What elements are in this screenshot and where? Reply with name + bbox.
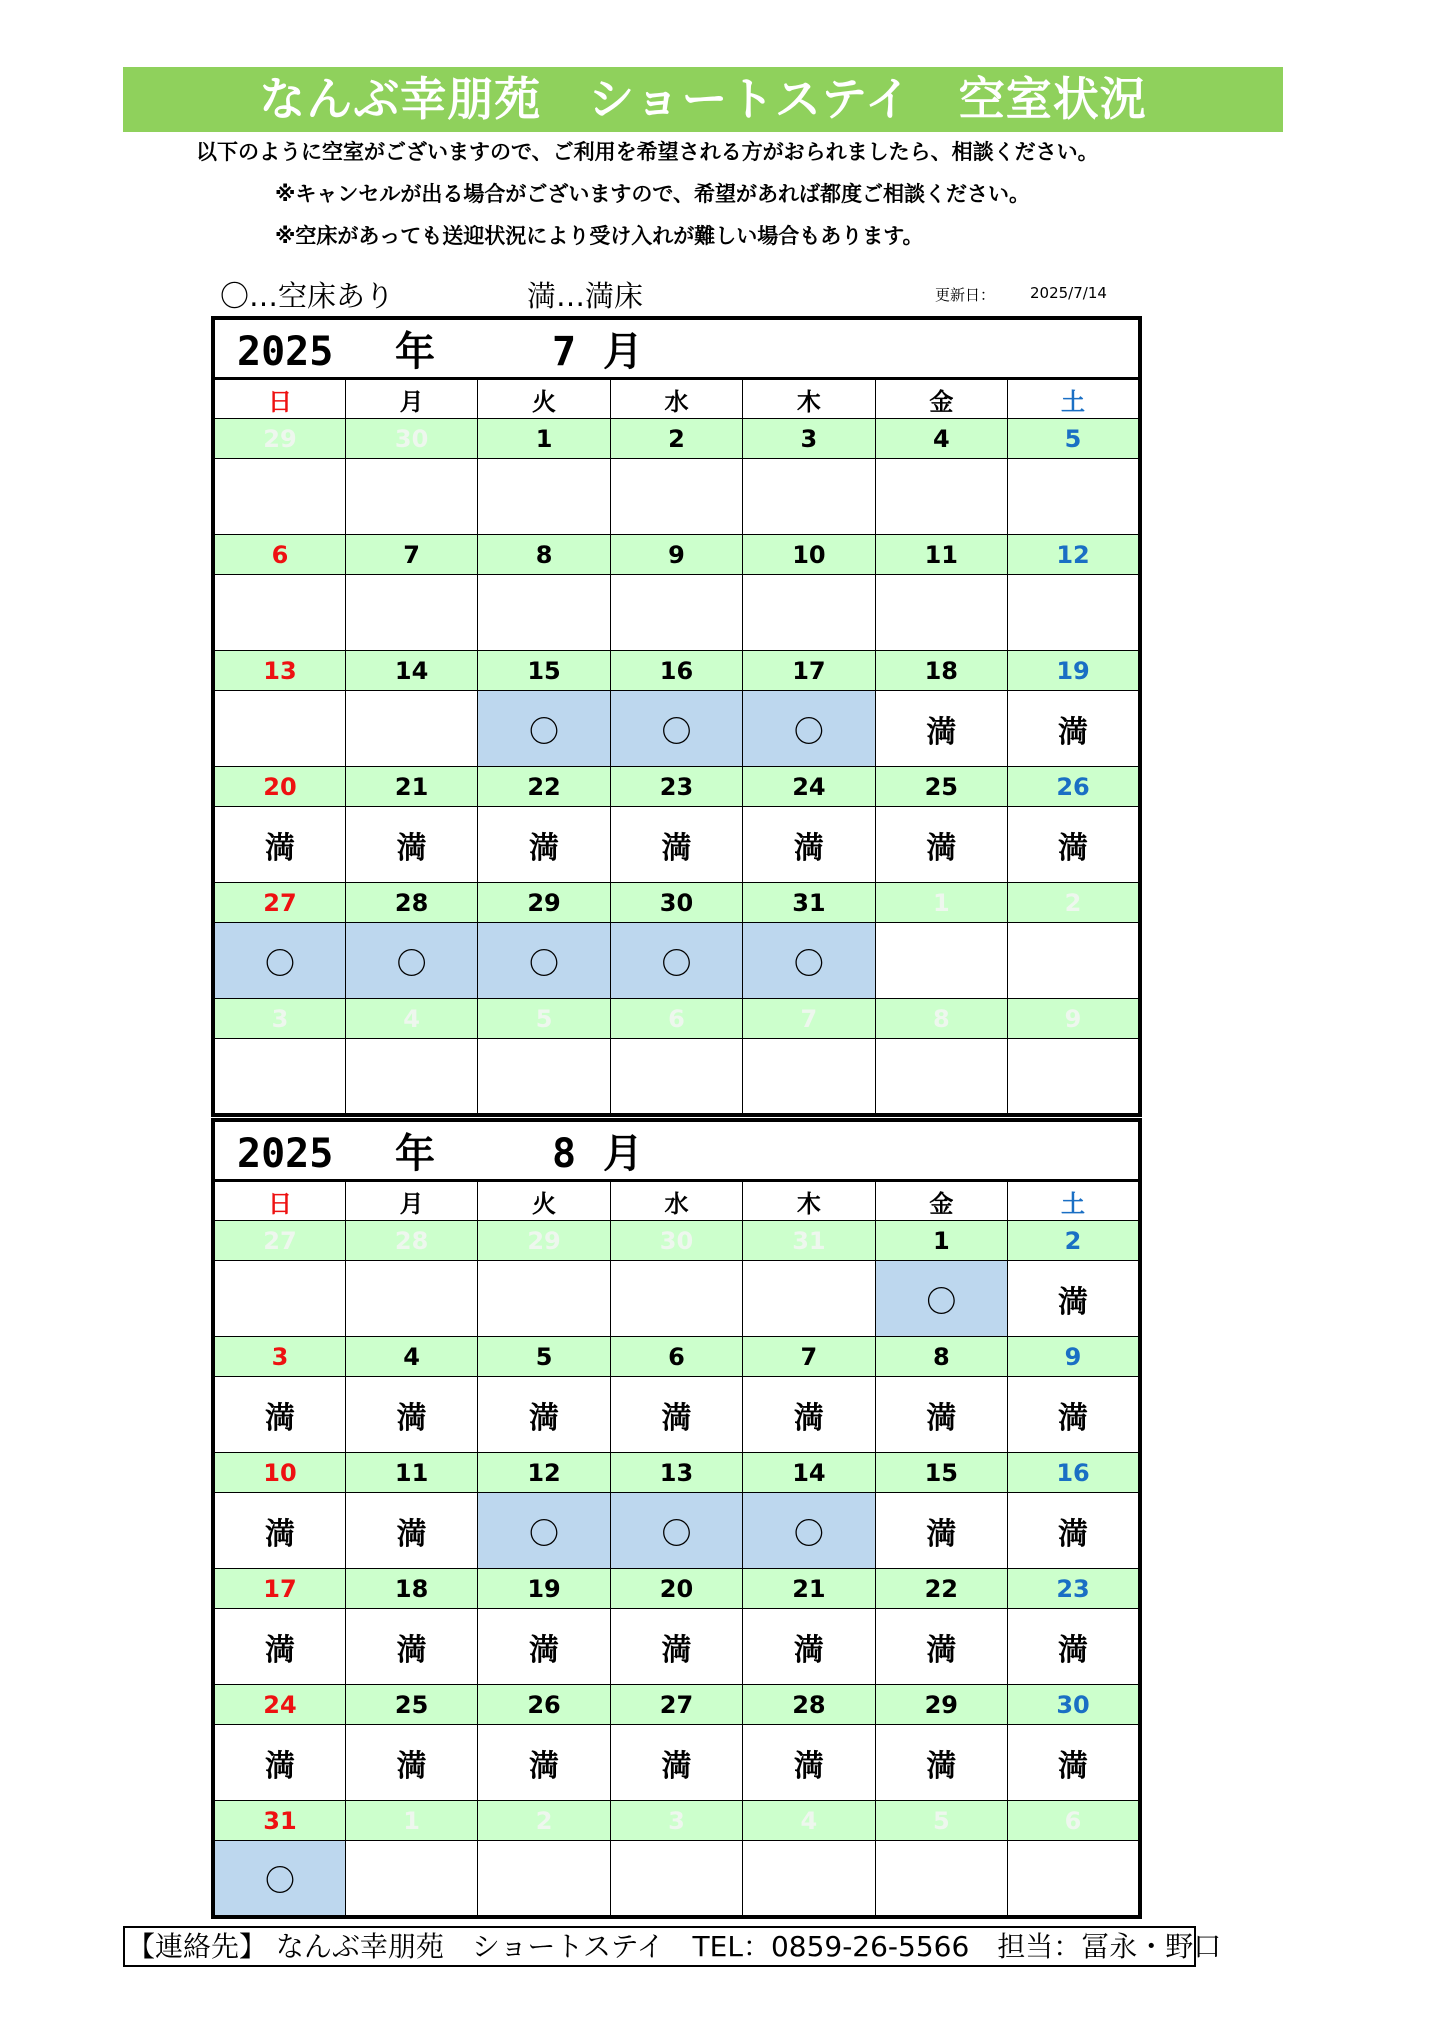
date-cell: 2 <box>478 1801 610 1841</box>
date-cell: 5 <box>478 999 610 1039</box>
date-cell: 29 <box>478 1221 610 1261</box>
status-cell: 〇 <box>875 1261 1007 1337</box>
date-cell: 5 <box>875 1801 1007 1841</box>
status-cell <box>743 1261 875 1337</box>
date-row <box>213 535 1140 575</box>
date-cell: 13 <box>213 651 345 691</box>
status-cell: 満 <box>1008 1609 1140 1685</box>
date-cell: 4 <box>345 1337 477 1377</box>
date-cell: 30 <box>1008 1685 1140 1725</box>
date-cell: 22 <box>875 1569 1007 1609</box>
status-cell <box>875 923 1007 999</box>
date-cell: 14 <box>345 651 477 691</box>
legend-full: 満…満床 <box>527 279 644 313</box>
month-year: 2025 <box>237 329 334 375</box>
status-cell: 〇 <box>478 691 610 767</box>
weekday-label: 金 <box>875 1181 1007 1221</box>
updated-label: 更新日： <box>935 286 996 304</box>
status-cell: 満 <box>1008 807 1140 883</box>
status-cell <box>345 575 477 651</box>
date-cell: 21 <box>743 1569 875 1609</box>
date-cell: 7 <box>743 1337 875 1377</box>
status-cell <box>1008 575 1140 651</box>
status-cell: 満 <box>345 807 477 883</box>
weekday-label: 月 <box>345 1181 477 1221</box>
date-cell: 8 <box>875 999 1007 1039</box>
status-cell <box>875 1039 1007 1115</box>
date-cell: 21 <box>345 767 477 807</box>
status-cell: 満 <box>743 1609 875 1685</box>
date-cell: 31 <box>213 1801 345 1841</box>
status-cell: 満 <box>610 807 742 883</box>
date-cell: 27 <box>610 1685 742 1725</box>
date-cell: 17 <box>743 651 875 691</box>
date-cell: 14 <box>743 1453 875 1493</box>
status-row <box>213 1039 1140 1115</box>
date-cell: 18 <box>345 1569 477 1609</box>
date-cell: 10 <box>743 535 875 575</box>
status-cell <box>610 1841 742 1917</box>
weekday-label: 日 <box>213 379 345 419</box>
weekday-label: 火 <box>478 1181 610 1221</box>
month-header <box>213 1120 1140 1181</box>
status-cell: 満 <box>875 1609 1007 1685</box>
date-cell: 20 <box>610 1569 742 1609</box>
date-cell: 17 <box>213 1569 345 1609</box>
status-cell <box>213 691 345 767</box>
status-cell: 〇 <box>478 923 610 999</box>
status-cell: 満 <box>478 1609 610 1685</box>
status-cell: 〇 <box>345 923 477 999</box>
status-cell <box>875 1841 1007 1917</box>
status-cell: 〇 <box>610 1493 742 1569</box>
date-cell: 19 <box>1008 651 1140 691</box>
status-row <box>213 1377 1140 1453</box>
status-cell <box>345 459 477 535</box>
date-cell: 13 <box>610 1453 742 1493</box>
date-cell: 9 <box>1008 999 1140 1039</box>
date-cell: 27 <box>213 1221 345 1261</box>
date-cell: 23 <box>610 767 742 807</box>
date-cell: 12 <box>1008 535 1140 575</box>
date-cell: 3 <box>743 419 875 459</box>
date-cell: 22 <box>478 767 610 807</box>
date-cell: 29 <box>213 419 345 459</box>
status-cell: 満 <box>743 807 875 883</box>
status-cell <box>1008 459 1140 535</box>
status-cell: 満 <box>743 1725 875 1801</box>
status-cell: 〇 <box>610 923 742 999</box>
date-row <box>213 1569 1140 1609</box>
date-cell: 3 <box>610 1801 742 1841</box>
date-cell: 10 <box>213 1453 345 1493</box>
status-cell: 〇 <box>610 691 742 767</box>
status-cell <box>610 575 742 651</box>
date-cell: 5 <box>478 1337 610 1377</box>
weekday-label: 水 <box>610 1181 742 1221</box>
date-cell: 8 <box>478 535 610 575</box>
date-cell: 9 <box>610 535 742 575</box>
date-cell: 16 <box>1008 1453 1140 1493</box>
status-cell: 満 <box>875 1725 1007 1801</box>
status-cell <box>610 1261 742 1337</box>
status-cell: 満 <box>743 1377 875 1453</box>
status-cell <box>345 1039 477 1115</box>
date-cell: 25 <box>345 1685 477 1725</box>
status-cell <box>743 1841 875 1917</box>
status-cell: 〇 <box>743 923 875 999</box>
status-cell <box>478 1841 610 1917</box>
date-row <box>213 999 1140 1039</box>
status-cell: 満 <box>1008 1261 1140 1337</box>
status-cell <box>1008 1039 1140 1115</box>
weekday-row <box>213 379 1140 419</box>
status-row <box>213 575 1140 651</box>
status-cell <box>875 575 1007 651</box>
date-cell: 4 <box>743 1801 875 1841</box>
date-cell: 5 <box>1008 419 1140 459</box>
status-cell <box>610 1039 742 1115</box>
notice-text: 以下のように空室がございますので、ご利用を希望される方がおられましたら、相談ください。 <box>196 140 1099 164</box>
status-row <box>213 459 1140 535</box>
weekday-row <box>213 1181 1140 1221</box>
date-row <box>213 1221 1140 1261</box>
date-row <box>213 1453 1140 1493</box>
status-cell: 〇 <box>213 1841 345 1917</box>
date-row <box>213 767 1140 807</box>
date-cell: 3 <box>213 1337 345 1377</box>
date-cell: 1 <box>345 1801 477 1841</box>
status-cell <box>213 459 345 535</box>
date-cell: 9 <box>1008 1337 1140 1377</box>
date-cell: 29 <box>478 883 610 923</box>
status-cell <box>743 1039 875 1115</box>
date-row <box>213 883 1140 923</box>
status-cell <box>478 575 610 651</box>
status-cell: 満 <box>345 1377 477 1453</box>
weekday-label: 月 <box>345 379 477 419</box>
status-cell <box>1008 1841 1140 1917</box>
status-cell: 満 <box>478 1725 610 1801</box>
status-row <box>213 807 1140 883</box>
status-cell: 満 <box>478 1377 610 1453</box>
status-cell: 満 <box>478 807 610 883</box>
status-cell <box>213 1261 345 1337</box>
date-cell: 11 <box>875 535 1007 575</box>
status-cell: 〇 <box>743 1493 875 1569</box>
status-cell <box>743 575 875 651</box>
status-row <box>213 1493 1140 1569</box>
date-row <box>213 419 1140 459</box>
status-cell: 満 <box>345 1609 477 1685</box>
date-cell: 24 <box>743 767 875 807</box>
year-suffix: 年 <box>395 1131 435 1177</box>
status-cell: 〇 <box>213 923 345 999</box>
date-cell: 15 <box>478 651 610 691</box>
month-suffix: 月 <box>603 329 643 375</box>
status-cell: 満 <box>213 1725 345 1801</box>
date-cell: 4 <box>875 419 1007 459</box>
status-row <box>213 1609 1140 1685</box>
weekday-label: 木 <box>743 379 875 419</box>
status-cell <box>478 459 610 535</box>
legend-available: 〇…空床あり <box>220 279 395 313</box>
weekday-label: 金 <box>875 379 1007 419</box>
status-cell: 満 <box>1008 691 1140 767</box>
date-cell: 6 <box>610 1337 742 1377</box>
date-cell: 12 <box>478 1453 610 1493</box>
status-cell: 〇 <box>743 691 875 767</box>
status-cell: 満 <box>345 1725 477 1801</box>
status-row <box>213 691 1140 767</box>
status-cell: 満 <box>875 807 1007 883</box>
status-row <box>213 1841 1140 1917</box>
date-cell: 30 <box>345 419 477 459</box>
date-row <box>213 1685 1140 1725</box>
date-cell: 1 <box>875 1221 1007 1261</box>
calendar-july <box>211 316 1142 1117</box>
date-cell: 31 <box>743 883 875 923</box>
weekday-label: 土 <box>1008 379 1140 419</box>
date-cell: 2 <box>1008 883 1140 923</box>
status-cell: 満 <box>610 1725 742 1801</box>
notice-text: ※空床があっても送迎状況により受け入れが難しい場合もあります。 <box>275 224 924 248</box>
date-cell: 6 <box>610 999 742 1039</box>
status-cell: 満 <box>610 1377 742 1453</box>
date-cell: 4 <box>345 999 477 1039</box>
status-cell <box>345 1841 477 1917</box>
status-cell <box>610 459 742 535</box>
status-cell: 〇 <box>478 1493 610 1569</box>
month-number: 8 <box>551 1131 577 1177</box>
status-cell <box>478 1261 610 1337</box>
status-cell <box>345 1261 477 1337</box>
page-title: なんぶ幸朋苑 ショートステイ 空室状況 <box>123 67 1283 132</box>
status-cell: 満 <box>345 1493 477 1569</box>
status-cell: 満 <box>213 1493 345 1569</box>
status-row <box>213 1261 1140 1337</box>
date-cell: 25 <box>875 767 1007 807</box>
date-cell: 30 <box>610 883 742 923</box>
status-cell: 満 <box>875 1493 1007 1569</box>
status-row <box>213 923 1140 999</box>
calendar-august <box>211 1118 1142 1919</box>
date-cell: 29 <box>875 1685 1007 1725</box>
updated-date: 2025/7/14 <box>1030 284 1107 302</box>
weekday-label: 火 <box>478 379 610 419</box>
status-cell <box>743 459 875 535</box>
notice-text: ※キャンセルが出る場合がございますので、希望があれば都度ご相談ください。 <box>275 182 1030 206</box>
date-cell: 18 <box>875 651 1007 691</box>
date-cell: 2 <box>1008 1221 1140 1261</box>
status-cell: 満 <box>610 1609 742 1685</box>
date-cell: 11 <box>345 1453 477 1493</box>
status-cell: 満 <box>1008 1493 1140 1569</box>
month-year: 2025 <box>237 1131 334 1177</box>
date-cell: 7 <box>345 535 477 575</box>
date-cell: 7 <box>743 999 875 1039</box>
date-cell: 8 <box>875 1337 1007 1377</box>
status-cell: 満 <box>875 1377 1007 1453</box>
date-cell: 23 <box>1008 1569 1140 1609</box>
year-suffix: 年 <box>395 329 435 375</box>
date-row <box>213 1337 1140 1377</box>
status-cell <box>875 459 1007 535</box>
date-cell: 16 <box>610 651 742 691</box>
status-cell <box>213 575 345 651</box>
date-cell: 28 <box>345 883 477 923</box>
status-cell <box>1008 923 1140 999</box>
weekday-label: 水 <box>610 379 742 419</box>
contact-info: 【連絡先】 なんぶ幸朋苑 ショートステイ TEL：0859-26-5566 担当：冨永・野口 <box>123 1926 1196 1967</box>
weekday-label: 木 <box>743 1181 875 1221</box>
status-cell: 満 <box>1008 1377 1140 1453</box>
date-cell: 28 <box>743 1685 875 1725</box>
date-cell: 20 <box>213 767 345 807</box>
date-cell: 31 <box>743 1221 875 1261</box>
date-cell: 6 <box>213 535 345 575</box>
date-cell: 1 <box>478 419 610 459</box>
weekday-label: 土 <box>1008 1181 1140 1221</box>
date-cell: 1 <box>875 883 1007 923</box>
status-cell: 満 <box>213 1377 345 1453</box>
status-row <box>213 1725 1140 1801</box>
date-cell: 6 <box>1008 1801 1140 1841</box>
status-cell: 満 <box>213 807 345 883</box>
date-cell: 26 <box>478 1685 610 1725</box>
date-cell: 26 <box>1008 767 1140 807</box>
date-cell: 3 <box>213 999 345 1039</box>
status-cell: 満 <box>875 691 1007 767</box>
status-cell <box>345 691 477 767</box>
status-cell <box>478 1039 610 1115</box>
date-row <box>213 651 1140 691</box>
status-cell: 満 <box>1008 1725 1140 1801</box>
date-cell: 19 <box>478 1569 610 1609</box>
date-cell: 15 <box>875 1453 1007 1493</box>
month-suffix: 月 <box>603 1131 643 1177</box>
date-cell: 30 <box>610 1221 742 1261</box>
status-cell <box>213 1039 345 1115</box>
status-cell: 満 <box>213 1609 345 1685</box>
date-cell: 27 <box>213 883 345 923</box>
date-row <box>213 1801 1140 1841</box>
date-cell: 2 <box>610 419 742 459</box>
date-cell: 24 <box>213 1685 345 1725</box>
month-number: 7 <box>551 329 577 375</box>
weekday-label: 日 <box>213 1181 345 1221</box>
month-header <box>213 318 1140 379</box>
date-cell: 28 <box>345 1221 477 1261</box>
